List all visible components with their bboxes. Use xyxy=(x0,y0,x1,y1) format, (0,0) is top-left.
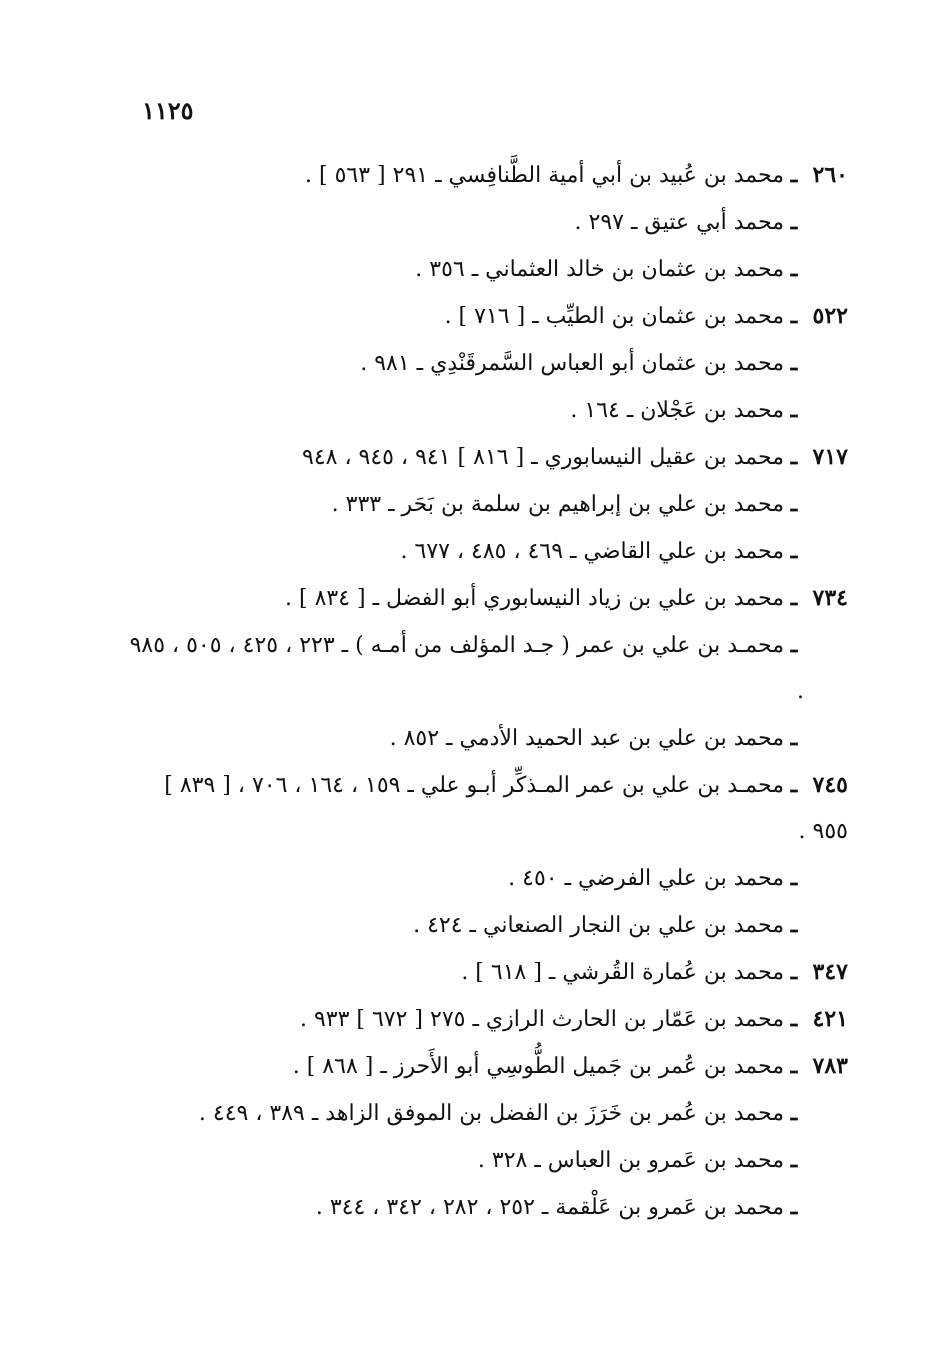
index-entry xyxy=(128,1090,848,1137)
index-entry xyxy=(128,715,848,762)
entry-text: محمد بن عثمان بن خالد العثماني ـ ٣٥٦ . xyxy=(415,257,784,282)
entry-dash: ـ xyxy=(790,912,798,938)
index-entry xyxy=(128,528,848,575)
entry-dash: ـ xyxy=(790,725,798,751)
entry-dash: ـ xyxy=(790,209,798,235)
entry-number: ٧٣٤ xyxy=(812,585,848,611)
entry-text: محمد بن علي بن عبد الحميد الأدمي ـ ٨٥٢ . xyxy=(389,726,784,751)
entry-text: محمد بن عَمّار بن الحارث الرازي ـ ٢٧٥ [ ٦٧٢ ] ٩٣٣ . xyxy=(299,1007,784,1032)
index-entry xyxy=(128,340,848,387)
index-entry xyxy=(128,1137,848,1184)
index-entry xyxy=(128,855,848,902)
entry-text: محمد أبي عتيق ـ ٢٩٧ . xyxy=(574,210,784,235)
entry-dash: ـ xyxy=(790,303,798,329)
entry-dash: ـ xyxy=(790,1053,798,1079)
entry-dash: ـ xyxy=(790,1147,798,1173)
index-entry xyxy=(128,949,848,996)
entry-dash: ـ xyxy=(790,350,798,376)
entry-dash: ـ xyxy=(790,397,798,423)
entry-dash: ـ xyxy=(790,865,798,891)
entry-text: محمد بن علي القاضي ـ ٤٦٩ ، ٤٨٥ ، ٦٧٧ . xyxy=(400,539,784,564)
index-entry xyxy=(128,387,848,434)
entry-dash: ـ xyxy=(790,444,798,470)
entry-number: ٢٦٠ xyxy=(812,162,848,188)
page-number: ١١٢٥ xyxy=(142,96,194,125)
entry-number: ٧٤٥ xyxy=(812,772,848,798)
entry-number: ٧٨٣ xyxy=(812,1053,848,1079)
index-list xyxy=(128,152,848,1231)
entry-text: محمـد بن علي بن عمر المـذكِّر أبـو علي ـ ١٥٩ ، ١٦٤ ، ٧٠٦ ، [ ٨٣٩ ] ٩٥٥ . xyxy=(164,773,848,844)
entry-text: محمـد بن علي بن عمر ( جـد المؤلف من أمـه ) ـ ٢٢٣ ، ٤٢٥ ، ٥٠٥ ، ٩٨٥ . xyxy=(129,633,804,704)
entry-dash: ـ xyxy=(790,632,798,658)
entry-text: محمد بن عُمارة القُرشي ـ [ ٦١٨ ] . xyxy=(461,960,784,985)
entry-text: محمد بن عُمر بن خَرَزَ بن الفضل بن الموفق الزاهد ـ ٣٨٩ ، ٤٤٩ . xyxy=(198,1101,784,1126)
index-entry xyxy=(128,902,848,949)
entry-dash: ـ xyxy=(790,1194,798,1220)
entry-number: ٤٢١ xyxy=(812,1006,848,1032)
index-entry xyxy=(128,293,848,340)
entry-text: محمد بن عَجْلان ـ ١٦٤ . xyxy=(570,398,784,423)
index-entry xyxy=(128,199,848,246)
index-entry xyxy=(128,1184,848,1231)
entry-text: محمد بن عَمرو بن عَلْقمة ـ ٢٥٢ ، ٢٨٢ ، ٣٤٢ ، ٣٤٤ . xyxy=(315,1195,784,1220)
index-entry xyxy=(128,575,848,622)
entry-text: محمد بن علي الفرضي ـ ٤٥٠ . xyxy=(508,866,784,891)
index-entry xyxy=(128,1043,848,1090)
entry-dash: ـ xyxy=(790,1006,798,1032)
entry-text: محمد بن علي بن إبراهيم بن سلمة بن بَحَر ـ ٣٣٣ . xyxy=(331,492,784,517)
entry-dash: ـ xyxy=(790,959,798,985)
entry-text: محمد بن عثمان بن الطيِّب ـ [ ٧١٦ ] . xyxy=(444,304,784,329)
entry-number: ٥٢٢ xyxy=(812,303,848,329)
entry-dash: ـ xyxy=(790,491,798,517)
entry-text: محمد بن عُمر بن جَميل الطُّوسِي أبو الأَحرز ـ [ ٨٦٨ ] . xyxy=(292,1054,784,1079)
entry-dash: ـ xyxy=(790,538,798,564)
index-entry xyxy=(128,246,848,293)
entry-dash: ـ xyxy=(790,585,798,611)
entry-text: محمد بن عُبيد بن أبي أمية الطَّنافِسي ـ ٢٩١ [ ٥٦٣ ] . xyxy=(305,163,784,188)
entry-text: محمد بن علي بن زياد النيسابوري أبو الفضل ـ [ ٨٣٤ ] . xyxy=(285,586,784,611)
index-entry xyxy=(128,481,848,528)
index-entry xyxy=(128,762,848,855)
entry-dash: ـ xyxy=(790,1100,798,1126)
entry-text: محمد بن علي بن النجار الصنعاني ـ ٤٢٤ . xyxy=(413,913,784,938)
index-entry xyxy=(128,996,848,1043)
index-entry xyxy=(128,434,848,481)
index-entry xyxy=(128,152,848,199)
entry-dash: ـ xyxy=(790,162,798,188)
entry-text: محمد بن عَمرو بن العباس ـ ٣٢٨ . xyxy=(477,1148,784,1173)
entry-number: ٧١٧ xyxy=(812,444,848,470)
entry-text: محمد بن عقيل النيسابوري ـ [ ٨١٦ ] ٩٤١ ، ٩٤٥ ، ٩٤٨ xyxy=(302,445,784,470)
entry-number: ٣٤٧ xyxy=(812,959,848,985)
index-entry xyxy=(128,622,848,715)
entry-dash: ـ xyxy=(790,256,798,282)
entry-dash: ـ xyxy=(790,772,798,798)
entry-text: محمد بن عثمان أبو العباس السَّمرقَنْدِي ـ ٩٨١ . xyxy=(360,351,784,376)
